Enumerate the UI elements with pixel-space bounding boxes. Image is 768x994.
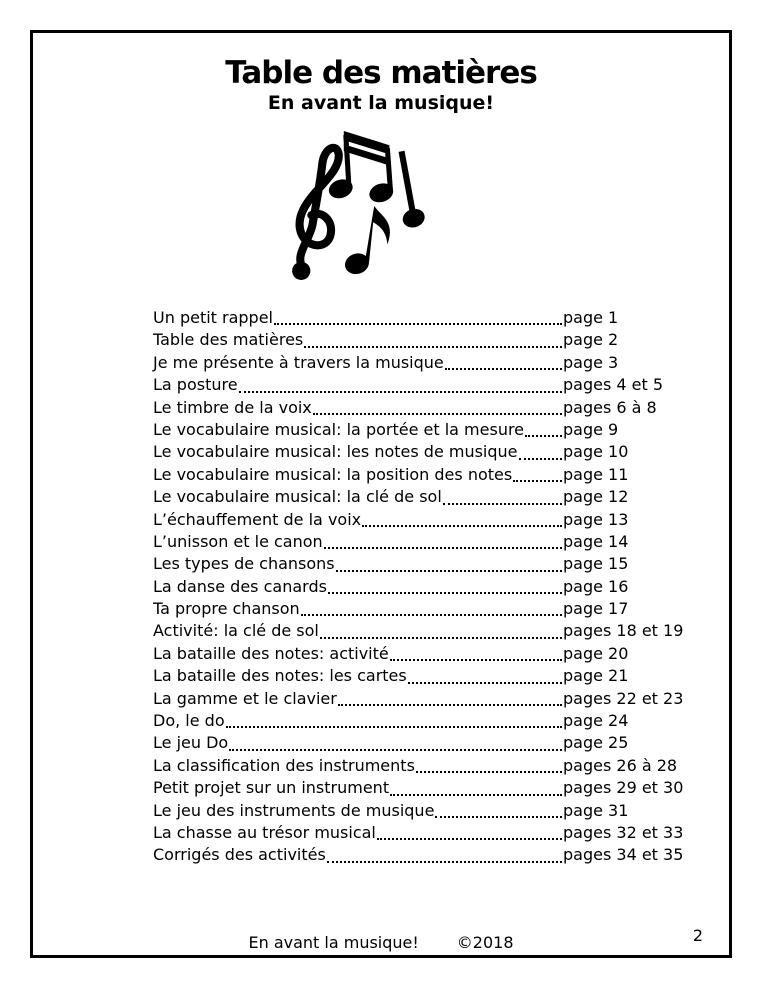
toc-dot-leader — [519, 441, 562, 459]
toc-dot-leader — [226, 710, 562, 728]
toc-entry-page: pages 26 à 28 — [563, 755, 678, 775]
toc-entry — [153, 732, 685, 754]
toc-entry — [153, 419, 685, 441]
toc-entry-page: page 25 — [563, 733, 629, 753]
toc-entry-title: Do, le do — [153, 711, 225, 731]
toc-entry — [153, 576, 685, 598]
toc-dot-leader — [443, 486, 562, 504]
toc-entry-title: Je me présente à travers la musique — [153, 352, 444, 372]
toc-entry-page: page 13 — [563, 509, 629, 529]
toc-entry — [153, 598, 685, 620]
toc-entry-page: page 15 — [563, 554, 629, 574]
toc-dot-leader — [416, 755, 562, 773]
toc-entry-title: Les types de chansons — [153, 554, 335, 574]
toc-entry-title: Le vocabulaire musical: la position des notes — [153, 464, 513, 484]
toc-entry — [153, 307, 685, 329]
toc-entry — [153, 509, 685, 531]
footer-copyright: ©2018 — [456, 933, 514, 952]
page-footer — [33, 933, 729, 952]
toc-entry — [153, 352, 685, 374]
toc-dot-leader — [239, 374, 562, 392]
toc-entry — [153, 397, 685, 419]
toc-entry — [153, 777, 685, 799]
toc-entry-page: page 12 — [563, 487, 629, 507]
toc-entry-title: La posture — [153, 375, 238, 395]
toc-entry-page: page 9 — [563, 419, 619, 439]
toc-entry-page: page 2 — [563, 330, 619, 350]
toc-entry-title: Le vocabulaire musical: la portée et la mesure — [153, 419, 525, 439]
toc-entry — [153, 441, 685, 463]
toc-entry-page: page 16 — [563, 576, 629, 596]
page-number: 2 — [692, 926, 703, 945]
toc-entry-title: La bataille des notes: activité — [153, 643, 389, 663]
toc-dot-leader — [229, 732, 562, 750]
toc-entry-title: La danse des canards — [153, 576, 327, 596]
toc-dot-leader — [513, 464, 562, 482]
toc-entry — [153, 464, 685, 486]
toc-dot-leader — [362, 509, 562, 527]
toc-entry-page: pages 22 et 23 — [563, 688, 684, 708]
toc-entry-title: La classification des instruments — [153, 755, 415, 775]
toc-dot-leader — [313, 397, 562, 415]
toc-dot-leader — [435, 800, 562, 818]
page-title: Table des matières — [225, 55, 537, 91]
toc-entry — [153, 531, 685, 553]
toc-entry-title: Le vocabulaire musical: les notes de musique — [153, 442, 518, 462]
toc-dot-leader — [320, 620, 562, 638]
toc-dot-leader — [338, 688, 562, 706]
toc-entry — [153, 329, 685, 351]
toc-dot-leader — [390, 777, 562, 795]
toc-entry-page: page 1 — [563, 308, 619, 327]
toc-entry-page: page 20 — [563, 643, 629, 663]
toc-entry — [153, 374, 685, 396]
toc-entry-title: Table des matières — [153, 330, 304, 350]
toc-entry-title: La chasse au trésor musical — [153, 822, 376, 842]
toc-entry-title: Le jeu des instruments de musique — [153, 800, 435, 820]
toc-entry-page: page 24 — [563, 711, 629, 731]
toc-entry-page: page 31 — [563, 800, 629, 820]
toc-entry-title: Le jeu Do — [153, 733, 229, 753]
toc-entry-page: pages 34 et 35 — [563, 845, 684, 865]
toc-entry-page: page 21 — [563, 666, 629, 686]
toc-entry-page: page 10 — [563, 442, 629, 462]
toc-dot-leader — [336, 553, 562, 571]
toc-entry-title: L’échauffement de la voix — [153, 509, 362, 529]
toc-entry-page: page 3 — [563, 352, 619, 372]
toc-entry — [153, 800, 685, 822]
toc-dot-leader — [301, 598, 562, 616]
toc-entry — [153, 620, 685, 642]
toc-entry-title: La gamme et le clavier — [153, 688, 337, 708]
toc-entry-page: pages 32 et 33 — [563, 822, 684, 842]
toc-dot-leader — [377, 822, 562, 840]
music-notes-icon — [284, 129, 436, 281]
toc-entry-title: Ta propre chanson — [153, 599, 300, 619]
toc-entry — [153, 710, 685, 732]
toc-dot-leader — [390, 643, 562, 661]
toc-entry-page: pages 6 à 8 — [563, 397, 657, 417]
toc-entry-title: Corrigés des activités — [153, 845, 326, 865]
toc-entry-page: pages 4 et 5 — [563, 375, 664, 395]
toc-dot-leader — [274, 307, 562, 325]
footer-book-title: En avant la musique! — [248, 933, 419, 952]
toc-entry-title: La bataille des notes: les cartes — [153, 666, 407, 686]
toc-dot-leader — [328, 576, 562, 594]
table-of-contents — [153, 307, 685, 867]
toc-entry-title: L’unisson et le canon — [153, 531, 323, 551]
toc-entry — [153, 643, 685, 665]
toc-entry — [153, 755, 685, 777]
toc-dot-leader — [304, 329, 562, 347]
toc-entry-title: Activité: la clé de sol — [153, 621, 319, 641]
toc-entry-page: page 11 — [563, 464, 629, 484]
toc-dot-leader — [408, 665, 562, 683]
toc-dot-leader — [525, 419, 562, 437]
toc-entry-page: page 17 — [563, 599, 629, 619]
toc-entry — [153, 844, 685, 866]
toc-entry-page: pages 18 et 19 — [563, 621, 684, 641]
toc-entry-page: page 14 — [563, 531, 629, 551]
toc-entry — [153, 553, 685, 575]
page-border — [30, 30, 732, 958]
toc-dot-leader — [327, 844, 562, 862]
toc-entry-page: pages 29 et 30 — [563, 778, 684, 798]
toc-entry — [153, 665, 685, 687]
toc-entry-title: Le timbre de la voix — [153, 397, 312, 417]
toc-entry-title: Le vocabulaire musical: la clé de sol — [153, 487, 442, 507]
toc-entry — [153, 486, 685, 508]
toc-entry — [153, 822, 685, 844]
toc-entry — [153, 688, 685, 710]
page-subtitle: En avant la musique! — [267, 92, 495, 114]
toc-entry-title: Un petit rappel — [153, 308, 273, 327]
toc-dot-leader — [324, 531, 562, 549]
toc-dot-leader — [445, 352, 562, 370]
toc-entry-title: Petit projet sur un instrument — [153, 778, 390, 798]
